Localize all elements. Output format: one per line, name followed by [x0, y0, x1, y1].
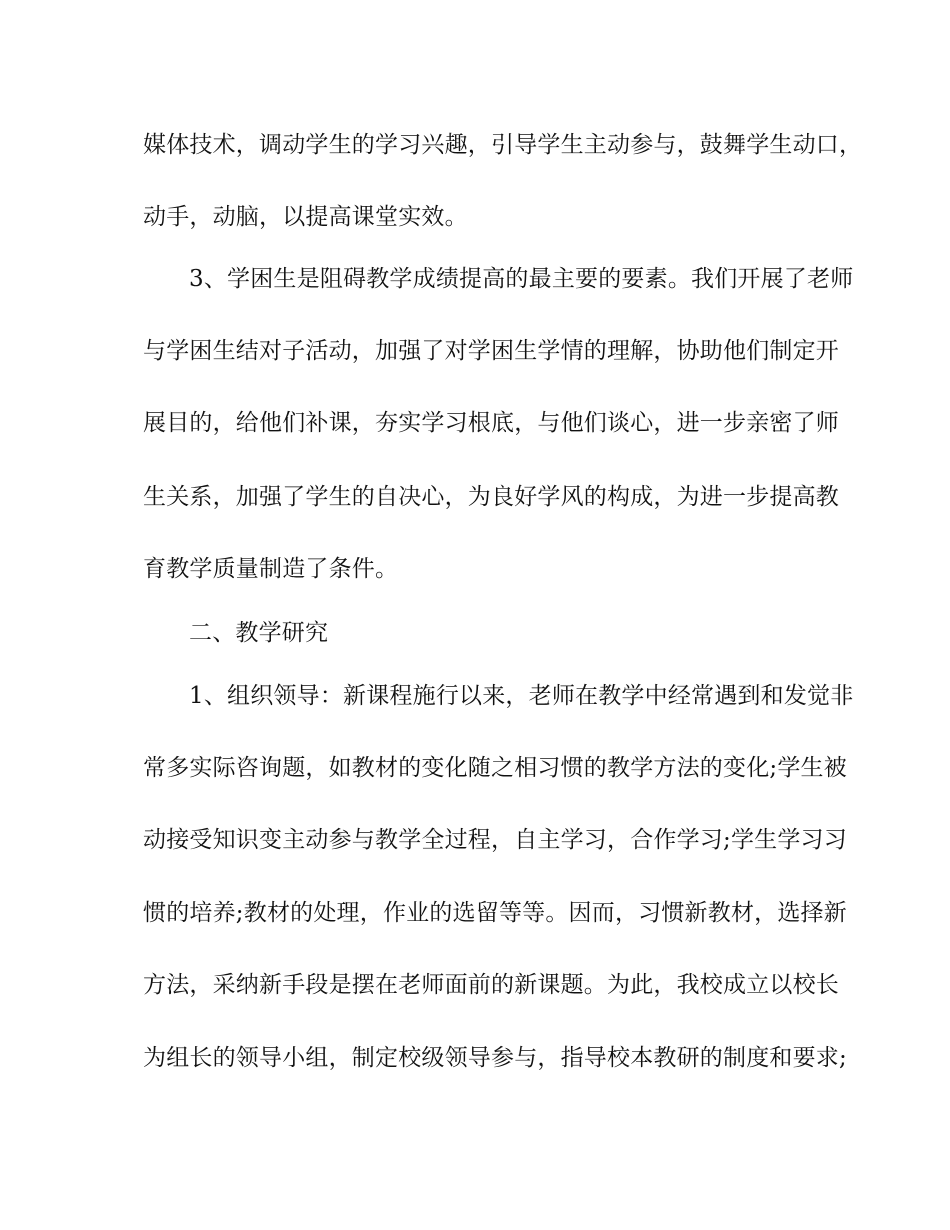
text-line: 惯的培养;教材的处理，作业的选留等等。因而，习惯新教材，选择新	[143, 900, 847, 926]
text-line: 动接受知识变主动参与教学全过程，自主学习，合作学习;学生学习习	[143, 827, 847, 853]
text-line: 育教学质量制造了条件。	[143, 556, 399, 582]
paragraph-3-start: 3、学困生是阻碍教学成绩提高的最主要的要素。我们开展了老师	[189, 266, 854, 292]
text-line: 常多实际咨询题，如教材的变化随之相习惯的教学方法的变化;学生被	[143, 755, 847, 781]
text-line: 动手，动脑，以提高课堂实效。	[143, 204, 468, 230]
text-line: 方法，采纳新手段是摆在老师面前的新课题。为此，我校成立以校长	[143, 972, 839, 998]
text-line: 媒体技术，调动学生的学习兴趣，引导学生主动参与，鼓舞学生动口，	[143, 132, 863, 158]
text-line: 生关系，加强了学生的自决心，为良好学风的构成，为进一步提高教	[143, 484, 839, 510]
text-line: 为组长的领导小组，制定校级领导参与，指导校本教研的制度和要求;	[143, 1045, 847, 1071]
text-line: 与学困生结对子活动，加强了对学困生学情的理解，协助他们制定开	[143, 338, 839, 364]
text-line: 展目的，给他们补课，夯实学习根底，与他们谈心，进一步亲密了师	[143, 410, 839, 436]
section-heading: 二、教学研究	[189, 620, 329, 646]
paragraph-1-start: 1、组织领导：新课程施行以来，老师在教学中经常遇到和发觉非	[189, 683, 854, 709]
